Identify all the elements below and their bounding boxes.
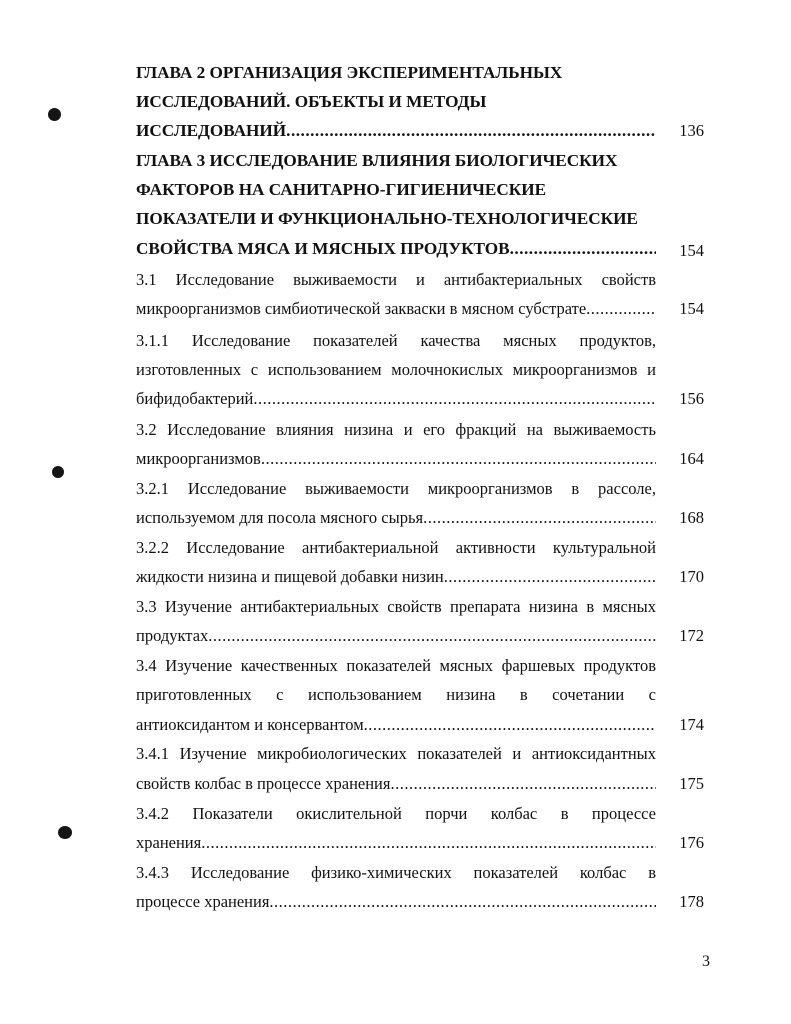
dot-leader: [444, 565, 656, 589]
dot-leader: [364, 713, 656, 737]
dot-leader: [261, 447, 656, 471]
toc-3-1-line1: 3.1 Исследование выживаемости и антибактериальных свойств: [136, 270, 656, 289]
dot-leader: [586, 297, 656, 321]
toc-3-4-2-line1: 3.4.2 Показатели окислительной порчи колбас в процессе: [136, 804, 656, 823]
toc-3-1-1-line3: бифидобактерий: [136, 389, 254, 408]
toc-3-4-3-line1: 3.4.3 Исследование физико-химических показателей колбас в: [136, 863, 656, 882]
toc-chapter2-line3: ИССЛЕДОВАНИЙ: [136, 121, 287, 140]
toc-3-2-2-page: 170: [679, 567, 704, 586]
toc-3-4-2-page: 176: [679, 833, 704, 852]
toc-3-4-line2: приготовленных с использованием низина в сочетании с: [136, 685, 656, 704]
toc-3-3-line1: 3.3 Изучение антибактериальных свойств препарата низина в мясных: [136, 597, 656, 616]
toc-3-2-1-line1: 3.2.1 Исследование выживаемости микроорганизмов в рассоле,: [136, 479, 656, 498]
toc-3-4-3-entry[interactable]: [136, 890, 656, 914]
punch-hole-mark: [58, 826, 72, 839]
dot-leader: [253, 387, 656, 411]
toc-3-4-2-line2: хранения: [136, 833, 202, 852]
toc-3-2-1-entry[interactable]: [136, 506, 656, 530]
toc-3-2-2-line1: 3.2.2 Исследование антибактериальной активности культуральной: [136, 538, 656, 557]
toc-3-2-line1: 3.2 Исследование влияния низина и его фракций на выживаемость: [136, 420, 656, 439]
toc-3-4-1-page: 175: [679, 774, 704, 793]
toc-3-1-line2: микроорганизмов симбиотической закваски в мясном субстрате: [136, 299, 587, 318]
dot-leader: [208, 624, 656, 648]
toc-chapter2-line2: ИССЛЕДОВАНИЙ. ОБЪЕКТЫ И МЕТОДЫ: [136, 92, 487, 111]
toc-3-4-3-page: 178: [679, 892, 704, 911]
punch-hole-mark: [52, 466, 64, 478]
toc-chapter2-entry[interactable]: [136, 119, 656, 143]
toc-3-2-1-line2: используемом для посола мясного сырья: [136, 508, 424, 527]
toc-3-1-page: 154: [679, 299, 704, 318]
toc-chapter2-page: 136: [679, 121, 704, 140]
toc-3-1-1-line1: 3.1.1 Исследование показателей качества мясных продуктов,: [136, 331, 656, 350]
toc-chapter2-line1: ГЛАВА 2 ОРГАНИЗАЦИЯ ЭКСПЕРИМЕНТАЛЬНЫХ: [136, 63, 563, 82]
dot-leader: [201, 831, 656, 855]
toc-3-1-1-line2: изготовленных с использованием молочнокислых микроорганизмов и: [136, 360, 656, 379]
toc-3-2-1-page: 168: [679, 508, 704, 527]
toc-3-3-page: 172: [679, 626, 704, 645]
toc-3-3-line2: продуктах: [136, 626, 209, 645]
toc-3-1-1-entry[interactable]: [136, 387, 656, 411]
toc-3-4-page: 174: [679, 715, 704, 734]
toc-chapter3-line2: ФАКТОРОВ НА САНИТАРНО-ГИГИЕНИЧЕСКИЕ: [136, 180, 547, 199]
toc-3-4-3-line2: процессе хранения: [136, 892, 270, 911]
toc-3-2-entry[interactable]: [136, 447, 656, 471]
toc-chapter3-line1: ГЛАВА 3 ИССЛЕДОВАНИЕ ВЛИЯНИЯ БИОЛОГИЧЕСКИХ: [136, 151, 618, 170]
toc-3-4-1-line2: свойств колбас в процессе хранения: [136, 774, 391, 793]
toc-3-2-2-line2: жидкости низина и пищевой добавки низин: [136, 567, 444, 586]
toc-3-4-1-line1: 3.4.1 Изучение микробиологических показателей и антиоксидантных: [136, 744, 656, 763]
toc-3-3-entry[interactable]: [136, 624, 656, 648]
toc-chapter3-page: 154: [679, 241, 704, 260]
dot-leader: [269, 890, 656, 914]
toc-chapter3-entry[interactable]: [136, 237, 656, 261]
punch-hole-mark: [48, 108, 61, 121]
toc-3-4-entry[interactable]: [136, 713, 656, 737]
page-number: 3: [702, 953, 710, 970]
toc-3-4-2-entry[interactable]: [136, 831, 656, 855]
dot-leader: [286, 119, 656, 143]
toc-chapter3-line4: СВОЙСТВА МЯСА И МЯСНЫХ ПРОДУКТОВ: [136, 239, 510, 258]
toc-chapter3-line3: ПОКАЗАТЕЛИ И ФУНКЦИОНАЛЬНО-ТЕХНОЛОГИЧЕСКИЕ: [136, 209, 638, 228]
toc-3-1-entry[interactable]: [136, 297, 656, 321]
toc-3-4-line1: 3.4 Изучение качественных показателей мясных фаршевых продуктов: [136, 656, 656, 675]
toc-3-2-line2: микроорганизмов: [136, 449, 261, 468]
dot-leader: [390, 772, 656, 796]
toc-3-1-1-page: 156: [679, 389, 704, 408]
toc-3-4-1-entry[interactable]: [136, 772, 656, 796]
dot-leader: [510, 237, 656, 261]
toc-3-4-line3: антиоксидантом и консервантом: [136, 715, 364, 734]
dot-leader: [423, 506, 656, 530]
toc-3-2-2-entry[interactable]: [136, 565, 656, 589]
toc-3-2-page: 164: [679, 449, 704, 468]
